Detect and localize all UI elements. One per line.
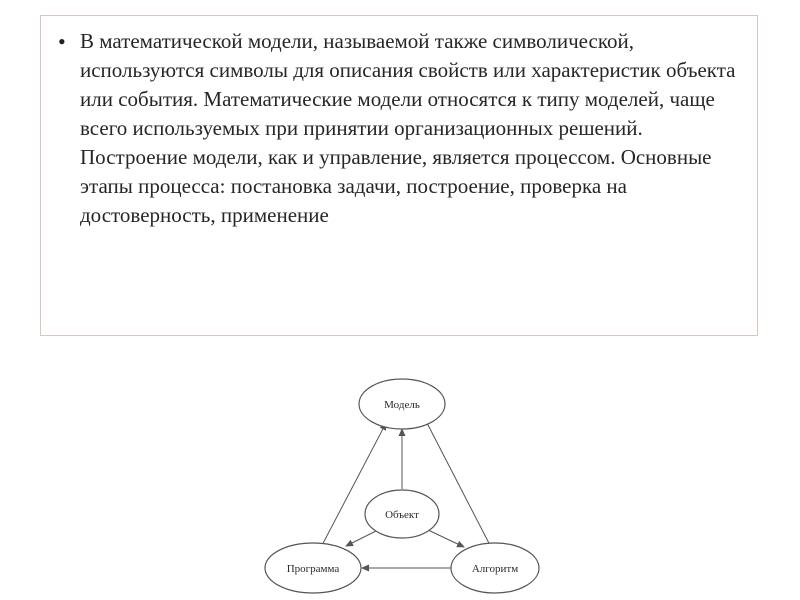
paragraph-text: В математической модели, называемой также символической, используются символы для описания свойств или характеристик объекта или события. Математические модели относятся к типу моделей, чаще всего используемых при принятии организационных решений. Построение модели, как и управление, является процессом. Основные этапы процесса: постановка задачи, построение, проверка на достоверность, применение (80, 29, 736, 227)
edge-object-to-algorithm (426, 529, 464, 547)
node-model (359, 379, 445, 429)
bullet-marker: • (58, 29, 66, 54)
bullet-item (58, 27, 748, 230)
text-box (40, 15, 758, 336)
cycle-diagram (250, 365, 560, 600)
diagram-svg (250, 365, 560, 600)
node-model-label: Модель (384, 399, 420, 411)
node-program (265, 543, 361, 593)
node-object-label: Объект (385, 509, 419, 521)
node-program-label: Программа (286, 563, 340, 575)
node-algorithm (451, 543, 539, 593)
edge-program-to-model (319, 423, 386, 551)
node-algorithm-label: Алгоритм (471, 563, 519, 575)
edge-model-to-algorithm (427, 423, 493, 551)
edge-object-to-program (346, 529, 380, 546)
node-object (365, 490, 439, 538)
